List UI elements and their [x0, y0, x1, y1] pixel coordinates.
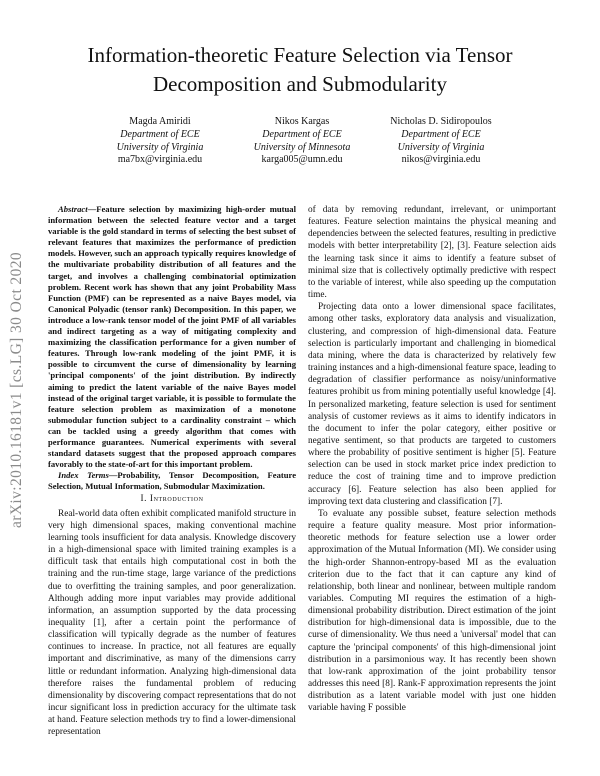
- author-name: Nicholas D. Sidiropoulos: [390, 116, 492, 127]
- abstract: [48, 204, 296, 470]
- index-terms-label: Index Terms: [58, 470, 109, 481]
- left-column: [48, 204, 296, 739]
- author-univ: University of Virginia: [116, 141, 204, 153]
- index-terms-text: —Probability, Tensor Decomposition, Feature Selection, Mutual Information, Submodular Maximization.: [48, 470, 297, 492]
- author-dept: Department of ECE: [120, 128, 200, 140]
- author-name: Magda Amiridi: [129, 116, 191, 127]
- abstract-text: —Feature selection by maximizing high-order mutual information between the selected feature vector and a target variable is the gold standard in terms of selecting the best subset of relevant features that maximizes the performance of prediction models. However, such an approach typically requires knowledge of the multivariate probability distribution of all features and the target, and involves a challenging combinatorial optimization problem. Recent work has shown that any joint Probability Mass Function (PMF) can be represented as a naive Bayes model, via Canonical Polyadic (tensor rank) Decomposition. In this paper, we introduce a low-rank tensor model of the joint PMF of all variables and indirect targeting as a way of mitigating complexity and maximizing the classification performance for a given number of features. Through low-rank modeling of the joint PMF, it is possible to circumvent the curse of dimensionality by learning 'principal components' of the joint distribution. By indirectly aiming to predict the latent variable of the naive Bayes model instead of the original target variable, it is possible to formulate the feature selection problem as maximization of a monotone submodular function subject to a cardinality constraint – which can be tackled using a greedy algorithm that comes with performance guarantees. Numerical experiments with several standard datasets suggest that the proposed approach compares favorably to the state-of-art for this important problem.: [48, 204, 296, 470]
- author-univ: University of Virginia: [397, 141, 485, 153]
- author-email: karga005@umn.edu: [261, 154, 343, 166]
- arxiv-stamp-text: arXiv:2010.16181v1 [cs.LG] 30 Oct 2020: [8, 251, 25, 529]
- body-paragraph: of data by removing redundant, irrelevant, or unimportant features. Feature selection maintains the physical meaning and dependencies between the selected features, resulting in predictive models with better interpretability [2], [3]. Feature selection aids the learning task since it aims to identify a feature subset of minimal size that is collectively optimally predictive with respect to the variable of interest, while also speeding up the computation time.: [308, 205, 556, 301]
- section-heading: I. Introduction: [140, 493, 204, 504]
- author-email: nikos@virginia.edu: [401, 154, 481, 166]
- arxiv-stamp: [4, 190, 30, 590]
- author-email: ma7bx@virginia.edu: [117, 154, 203, 166]
- title-line-1: Information-theoretic Feature Selection via Tensor: [87, 43, 513, 67]
- paper-title: [40, 41, 560, 99]
- title-line-2: Decomposition and Submodularity: [153, 72, 447, 96]
- author-block-2: [227, 116, 377, 167]
- body-paragraph: Projecting data onto a lower dimensional space facilitates, among other tasks, exploratory data analysis and visualization, clustering, and compression of high-dimensional data. Feature selection is particularly important and challenging in biomedical data mining, where the data is characterized by relatively few training instances and a high-dimensional feature space, leading to degradation of classifier performance as noisy/uninformative features prohibit us from mining potentially useful knowledge [4]. In personalized marketing, feature selection is used for sentiment analysis of customer reviews as it aims to identify indicators in the document to infer the polar category, either positive or negative sentiment, so that products are targeted to customers where the probability of positive sentiment is higher [5]. Feature selection can be used in stock market price index prediction to reduce the cost of training time and to improve prediction accuracy [6]. Feature selection has also been applied for improving text data clustering and classification [7].: [308, 302, 556, 507]
- abstract-label: Abstract: [58, 204, 88, 214]
- author-name: Nikos Kargas: [274, 116, 330, 127]
- author-univ: University of Minnesota: [253, 141, 351, 153]
- intro-paragraph: Real-world data often exhibit complicated manifold structure in very high dimensional spaces, making conventional machine learning tools insufficient for data analysis. Knowledge discovery in a high-dimensional space with limited training examples is a difficult task that entails high computational cost in both the training and the run-time stage, large variance of the predictions due to overfitting the training samples, and poor generalization. Although adding more input variables may provide additional information, an assumption supported by the data processing inequality [1], after a certain point the performance of classification will typically degrade as the number of features continues to increase. In practice, not all features are equally important and discriminative, as many of the dimensions carry little or redundant information. Analyzing high-dimensional data therefore raises the fundamental problem of reducing dimensionality by discovering compact representations that do not incur significant loss in prediction accuracy for the ultimate task at hand. Feature selection methods try to find a lower-dimensional representation: [48, 508, 296, 738]
- author-block-3: [366, 116, 516, 167]
- right-column: [308, 204, 556, 715]
- index-terms: [48, 470, 296, 492]
- author-block-1: [85, 116, 235, 167]
- author-dept: Department of ECE: [262, 128, 342, 140]
- author-dept: Department of ECE: [401, 128, 481, 140]
- body-paragraph: To evaluate any possible subset, feature selection methods require a feature quality measure. Most prior information-theoretic methods for feature selection use a lower order approximation of the Mutual Information (MI). We consider using the high-order Shannon-entropy-based MI as the evaluation criterion due to the fact that it can capture any kind of relationship, both linear and nonlinear, between multiple random variables. Computing MI requires the estimation of a high-dimensional probability distribution. Direct estimation of the joint distribution for high-dimensional data is impossible, due to the curse of dimensionality. We thus need a 'universal' model that can capture the 'principal components' of this high-dimensional joint distribution in a parsimonious way. It has recently been shown that low-rank approximation of the joint probability tensor addresses this need [8]. Rank-F approximation represents the joint distribution as a latent variable model with just one hidden variable having F possible: [308, 508, 556, 714]
